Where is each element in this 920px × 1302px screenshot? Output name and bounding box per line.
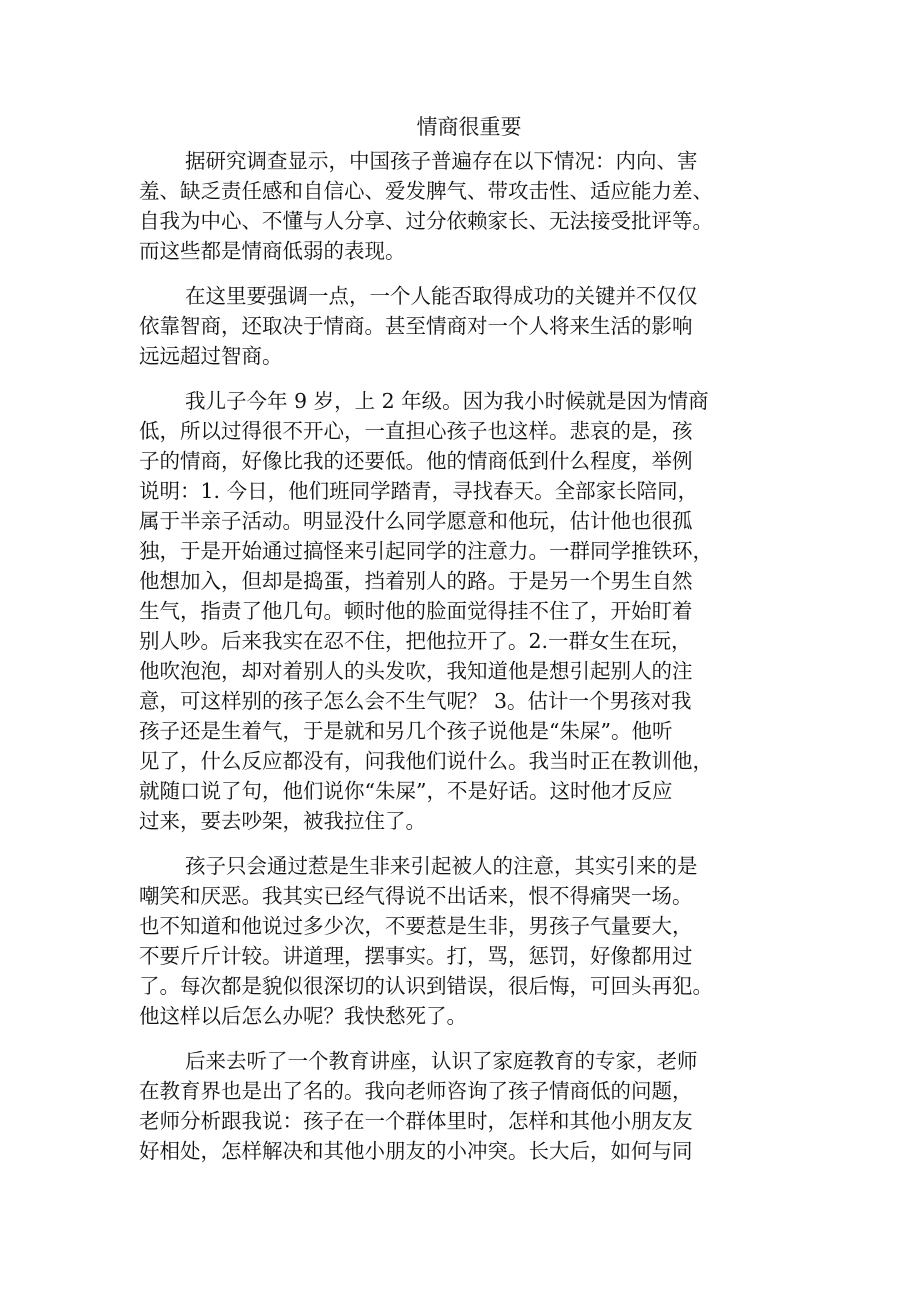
- text-line: 子的情商，好像比我的还要低。他的情商低到什么程度，举例: [139, 449, 693, 473]
- text-line: 别人吵。后来我实在忍不住，把他拉开了。2.一群女生在玩，: [139, 629, 692, 653]
- text-line: 就随口说了句，他们说你“朱屎”，不是好话。这时他才反应: [139, 779, 673, 803]
- text-line: 我儿子今年 9 岁，上 2 年级。因为我小时候就是因为情商: [185, 389, 709, 413]
- paragraph: [139, 851, 799, 1031]
- text-line: 老师分析跟我说：孩子在一个群体里时，怎样和其他小朋友友: [139, 1109, 693, 1133]
- text-line: 说明：1. 今日，他们班同学踏青，寻找春天。全部家长陪同，: [139, 479, 699, 503]
- text-line: 属于半亲子活动。明显没什么同学愿意和他玩，估计他也很孤: [139, 509, 693, 533]
- paragraph: [139, 281, 799, 371]
- text-line: 生气，指责了他几句。顿时他的脸面觉得挂不住了，开始盯着: [139, 599, 693, 623]
- text-line: 自我为中心、不懂与人分享、过分依赖家长、无法接受批评等。: [139, 209, 713, 233]
- text-line: 孩子只会通过惹是生非来引起被人的注意，其实引来的是: [185, 854, 698, 878]
- text-line: 独，于是开始通过搞怪来引起同学的注意力。一群同学推铁环，: [139, 539, 713, 563]
- text-line: 他想加入，但却是捣蛋，挡着别人的路。于是另一个男生自然: [139, 569, 693, 593]
- text-line: 嘲笑和厌恶。我其实已经气得说不出话来，恨不得痛哭一场。: [139, 884, 693, 908]
- text-line: 也不知道和他说过多少次，不要惹是生非，男孩子气量要大，: [139, 914, 693, 938]
- text-line: 而这些都是情商低弱的表现。: [139, 239, 406, 263]
- text-line: 远远超过智商。: [139, 344, 283, 368]
- text-line: 了。每次都是貌似很深切的认识到错误，很后悔，可回头再犯。: [139, 974, 713, 998]
- text-line: 后来去听了一个教育讲座，认识了家庭教育的专家，老师: [185, 1049, 698, 1073]
- text-line: 低，所以过得很不开心，一直担心孩子也这样。悲哀的是，孩: [139, 419, 693, 443]
- text-line: 孩子还是生着气，于是就和另几个孩子说他是“朱屎”。他听: [139, 719, 673, 743]
- text-line: 他吹泡泡，却对着别人的头发吹，我知道他是想引起别人的注: [139, 659, 693, 683]
- text-line: 他这样以后怎么办呢？我快愁死了。: [139, 1004, 467, 1028]
- paragraph: [139, 386, 799, 836]
- text-line: 据研究调查显示，中国孩子普遍存在以下情况：内向、害: [185, 149, 698, 173]
- paragraph: [139, 1046, 799, 1166]
- document-title: 情商很重要: [416, 115, 522, 139]
- text-line: 依靠智商，还取决于情商。甚至情商对一个人将来生活的影响: [139, 314, 693, 338]
- text-line: 在教育界也是出了名的。我向老师咨询了孩子情商低的问题，: [139, 1079, 693, 1103]
- document-body: [139, 112, 799, 1181]
- text-line: 意，可这样别的孩子怎么会不生气呢？ 3。估计一个男孩对我: [139, 689, 692, 713]
- text-line: 不要斤斤计较。讲道理，摆事实。打，骂，惩罚，好像都用过: [139, 944, 693, 968]
- paragraph: [139, 146, 799, 266]
- text-line: 在这里要强调一点，一个人能否取得成功的关键并不仅仅: [185, 284, 698, 308]
- text-line: 羞、缺乏责任感和自信心、爱发脾气、带攻击性、适应能力差、: [139, 179, 713, 203]
- text-line: 见了，什么反应都没有，问我他们说什么。我当时正在教训他，: [139, 749, 713, 773]
- text-line: 好相处，怎样解决和其他小朋友的小冲突。长大后，如何与同: [139, 1139, 693, 1163]
- text-line: 过来，要去吵架，被我拉住了。: [139, 809, 426, 833]
